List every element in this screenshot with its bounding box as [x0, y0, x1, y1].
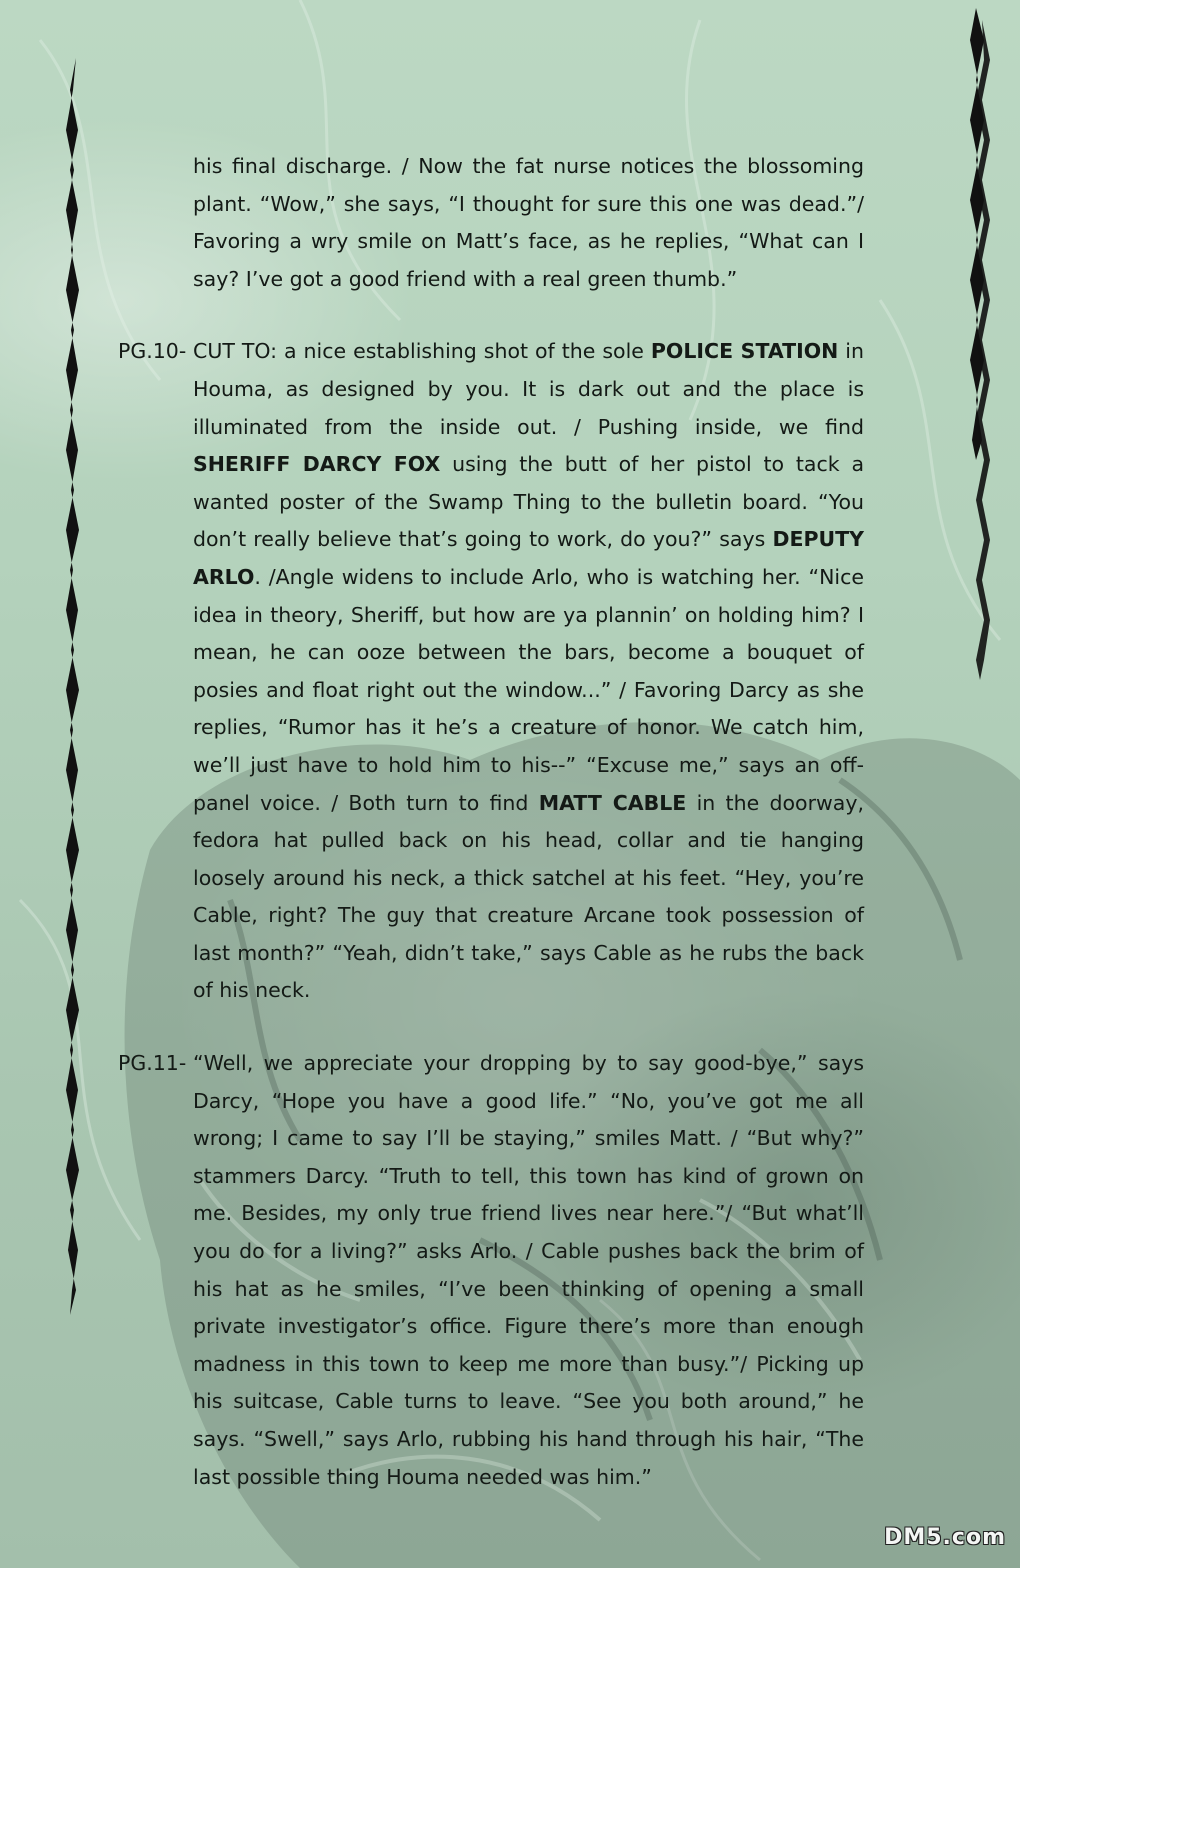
page-label: PG.10- — [118, 339, 187, 364]
emphasized-name: POLICE STATION — [650, 339, 839, 364]
script-text: CUT TO: a nice establishing shot of the sole — [193, 339, 651, 364]
script-text: using the butt of her pistol to tack a wanted poster of the Swamp Thing to the bulletin board. “You don’t really believe that’s going to work, do you?” says — [193, 452, 865, 552]
emphasized-name: MATT CABLE — [538, 790, 687, 815]
script-text: “Well, we appreciate your dropping by to say good-bye,” says Darcy, “Hope you have a good life.” “No, you’ve got me all wrong; I came to say I’ll be staying,” smiles Matt. / “But why?” stammers Darcy. “Truth to tell, this town has kind of grown on me. Besides, my only true friend lives near here.”/ “But what’ll you do for a living?” asks Arlo. / Cable pushes back the brim of his hat as he smiles, “I’ve been thinking of opening a small private investigator’s office. Figure there’s more than enough madness in this town to keep me more than busy.”/ Picking up his suitcase, Cable turns to leave. “See you both around,” he says. “Swell,” says Arlo, rubbing his hand through his hair, “The last possible thing Houma needed was him.” — [193, 1051, 864, 1489]
script-paragraph — [118, 1045, 864, 1496]
script-text: . /Angle widens to include Arlo, who is watching her. “Nice idea in theory, Sheriff, but how are ya plannin’ on holding him? I mean, he can ooze between the bars, become a bouquet of posies and float right out the window...” / Favoring Darcy as she replies, “Rumor has it he’s a creature of honor. We catch him, we’ll just have to hold him to his--” “Excuse me,” says an off-panel voice. / Both turn to find — [193, 564, 864, 815]
script-text: in the doorway, fedora hat pulled back on his head, collar and tie hanging loosely around his neck, a thick satchel at his feet. “Hey, you’re Cable, right? The guy that creature Arcane took possession of last month?” “Yeah, didn’t take,” says Cable as he rubs the back of his neck. — [193, 790, 864, 1003]
page-label: PG.11- — [118, 1051, 187, 1076]
emphasized-name: DEPUTY ARLO — [193, 527, 864, 589]
emphasized-name: SHERIFF DARCY FOX — [193, 452, 441, 477]
left-ink-border — [66, 58, 79, 1315]
script-paragraph — [118, 148, 864, 298]
script-paragraph — [118, 333, 864, 1010]
site-watermark-logo: DM5.com — [884, 1525, 1006, 1550]
script-body — [118, 148, 864, 1531]
script-text: in Houma, as designed by you. It is dark out and the place is illuminated from the inside out. / Pushing inside, we find — [193, 339, 864, 439]
script-text: his final discharge. / Now the fat nurse notices the blossoming plant. “Wow,” she says, “I thought for sure this one was dead.”/ Favoring a wry smile on Matt’s face, as he replies, “What can I say? I’ve got a good friend with a real green thumb.” — [193, 154, 864, 291]
